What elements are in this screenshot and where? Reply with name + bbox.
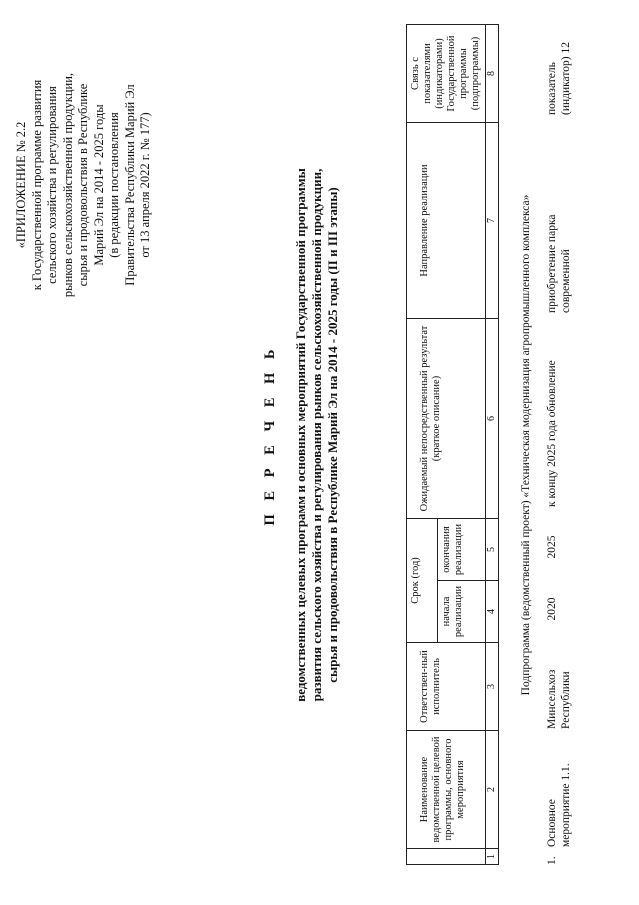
document-title: П Е Р Е Ч Е Н Ь	[262, 344, 278, 526]
appendix-header	[14, 25, 154, 345]
row-direction: приобретение парка современной	[546, 214, 572, 313]
appendix-line: от 13 апреля 2022 г. № 177)	[138, 112, 152, 258]
row-start: 2020	[546, 597, 558, 621]
header-term: Срок (год)	[407, 519, 438, 643]
programs-table	[406, 24, 499, 865]
column-number: 5	[486, 519, 499, 581]
row-result: к концу 2025 года обновление	[546, 360, 558, 507]
subtitle-line: развития сельского хозяйства и регулирования рынков сельскохозяйственной продукции,	[309, 168, 324, 702]
row-executor: Минсельхоз Республики	[546, 669, 572, 729]
appendix-line: рынков сельскохозяйственной продукции,	[60, 72, 75, 298]
header-name: Наименование ведомственной целевой программы, основного мероприятия	[407, 731, 486, 849]
column-number: 2	[486, 731, 499, 849]
row-name: Основное мероприятие 1.1.	[546, 763, 572, 847]
appendix-line: «ПРИЛОЖЕНИЕ № 2.2	[14, 121, 28, 249]
header-start: начала реализации	[438, 581, 486, 643]
appendix-line: Правительства Республики Марий Эл	[122, 84, 137, 286]
header-result: Ожидаемый непосредственный результат (краткое описание)	[407, 319, 486, 519]
appendix-line: сырья и продовольствия в Республике	[76, 83, 90, 287]
header-end: окончания реализации	[438, 519, 486, 581]
header-executor: Ответствен-ный исполнитель	[407, 643, 486, 731]
column-number: 3	[486, 643, 499, 731]
row-end: 2025	[546, 535, 558, 559]
column-number-row	[486, 25, 499, 865]
row-number: 1.	[546, 856, 558, 865]
appendix-line: (в редакции постановления	[107, 112, 121, 258]
header-num-cell	[407, 849, 486, 865]
appendix-line: к Государственной программе развития	[29, 79, 44, 291]
row-link: показатель (индикатор) 12	[546, 42, 572, 115]
column-number: 4	[486, 581, 499, 643]
column-number: 8	[486, 25, 499, 123]
subprogram-title: Подпрограмма (ведомственный проект) «Техническая модернизация агропромышленного комплекса»	[520, 194, 532, 696]
column-number: 1	[486, 849, 499, 865]
column-number: 7	[486, 123, 499, 319]
appendix-line: сельского хозяйства и регулирования	[45, 86, 59, 284]
subtitle-line: ведомственных целевых программ и основных мероприятий Государственной программы	[293, 168, 308, 702]
header-link: Связь с показателями (индикаторами) Государственной программы (подпрограммы)	[407, 25, 486, 123]
document-subtitle	[293, 75, 341, 795]
table-header-row	[407, 25, 438, 865]
subtitle-line: сырья и продовольствия в Республике Марий Эл на 2014 - 2025 годы (II и III этапы)	[325, 187, 340, 683]
column-number: 6	[486, 319, 499, 519]
header-direction: Направление реализации	[407, 123, 486, 319]
appendix-line: Марий Эл на 2014 - 2025 годы	[91, 104, 106, 266]
